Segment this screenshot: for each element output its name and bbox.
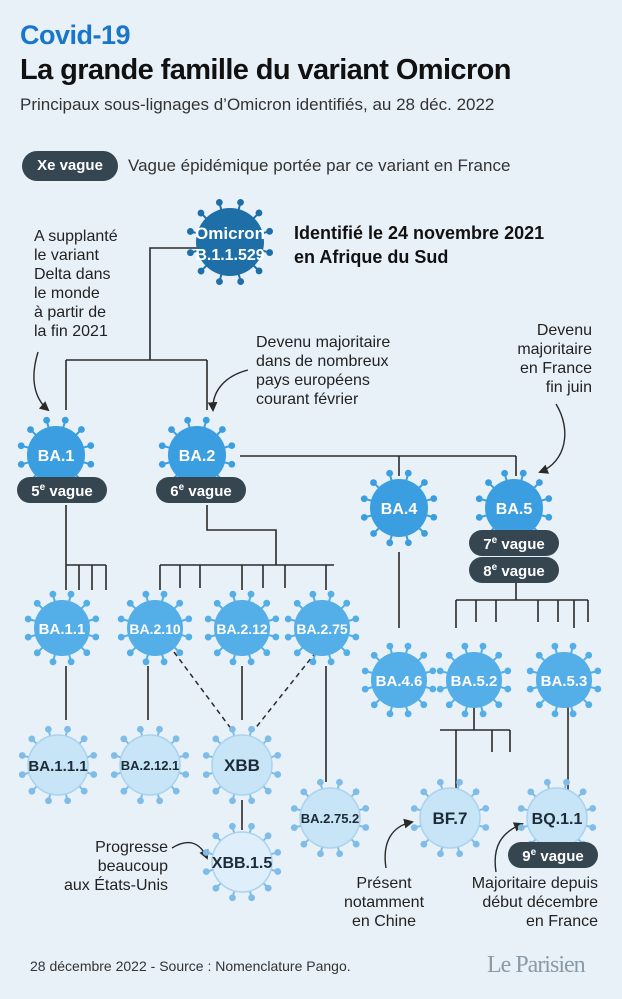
virus-spike-tip [176,649,183,656]
note-line: le variant [34,247,99,264]
virus-spike-tip [405,710,412,717]
virus-spike-tip [214,600,221,607]
virus-spike-tip [328,591,335,598]
note-line: début décembre [482,894,598,911]
virus-spike-tip [386,539,393,546]
virus-spike-tip [111,752,118,759]
virus-spike-tip [216,199,223,206]
virus-spike-tip [173,735,180,742]
virus-spike-tip [421,530,428,537]
virus-spike-tip [212,832,219,839]
virus-spike-tip [229,797,236,804]
variant-ba2752-label: BA.2.75.2 [300,811,360,826]
variant-xbb15-label: XBB.1.5 [211,855,273,872]
virus-spike-tip [300,841,307,848]
virus-spike-tip [420,788,427,795]
virus-spike-tip [552,710,559,717]
virus-spike-tip [309,591,316,598]
virus-spike-tip [212,885,219,892]
virus-spike-tip [473,841,480,848]
virus-spike-tip [45,797,52,804]
virus-spike-tip [544,779,551,786]
wave-pill-5-label: 5e vague [31,482,93,500]
virus-spike-tip [504,686,511,693]
virus-spike-tip [237,199,244,206]
virus-spike-tip [343,649,350,656]
virus-spike-tip [203,752,210,759]
note-line: Devenu majoritaire [256,334,391,351]
virus-spike-tip [127,600,134,607]
virus-spike-tip [589,824,596,831]
virus-spike-tip [482,805,489,812]
virus-spike-tip [361,495,368,502]
virus-spike-tip [229,823,236,830]
variant-ba46-label: BA.4.6 [375,673,423,690]
virus-spike-tip [437,668,444,675]
virus-spike-tip [520,470,527,477]
virus-spike-tip [27,426,34,433]
virus-spike-tip [143,658,150,665]
virus-spike-tip [90,771,97,778]
virus-spike-tip [387,710,394,717]
virus-spike-tip [386,470,393,477]
variant-omicron-code: B.1.1.529 [195,247,265,264]
virus-spike-tip [370,530,377,537]
virus-spike-tip [64,797,71,804]
note-line: dans de nombreux [256,353,389,370]
le-parisien-logo: Le Parisien [487,952,585,978]
virus-spike-tip [274,752,281,759]
virus-spike-tip [229,591,236,598]
wave-pill-9-label: 9e vague [522,847,584,865]
virus-spike-tip [18,442,25,449]
arrow-delta [34,352,48,410]
virus-spike-tip [536,701,543,708]
virus-spike-tip [248,894,255,901]
virus-spike-tip [476,495,483,502]
virus-spike-tip [156,797,163,804]
variant-ba2-label: BA.2 [178,448,216,465]
variant-ba52-label: BA.5.2 [450,673,498,690]
virus-spike-tip [285,616,292,623]
virus-spike-tip [156,726,163,733]
virus-spike-tip [570,643,577,650]
virus-spike-tip [461,643,468,650]
note-line: pays européens [256,372,370,389]
variant-ba2121-label: BA.2.12.1 [120,758,180,773]
variant-bq11-label: BQ.1.1 [531,811,583,828]
virus-spike-tip [328,658,335,665]
virus-spike-tip [137,797,144,804]
wave-pill-5 [17,477,107,503]
virus-spike-tip [83,649,90,656]
virus-spike-tip [563,779,570,786]
virus-spike-tip [371,701,378,708]
variant-ba111 [19,726,97,804]
variant-ba53-label: BA.5.3 [540,673,588,690]
variant-bf7 [411,779,489,857]
virus-spike-tip [168,426,175,433]
virus-spike-tip [182,752,189,759]
variant-ba275 [285,591,359,665]
virus-spike-tip [92,615,99,622]
virus-spike-tip [205,634,212,641]
virus-spike-tip [446,701,453,708]
virus-spike-tip [495,652,502,659]
note-line: en Chine [351,913,417,930]
virus-spike-tip [482,824,489,831]
virus-spike-tip [45,726,52,733]
virus-spike-tip [198,210,205,217]
virus-spike-tip [476,514,483,521]
variant-ba212-label: BA.2.12 [216,621,268,637]
arrow-ba5 [540,404,565,472]
variant-xbb-label: XBB [224,756,260,775]
virus-spike-tip [518,805,525,812]
virus-spike-tip [248,726,255,733]
virus-spike-tip [310,658,317,665]
virus-spike-tip [294,600,301,607]
virus-spike-tip [159,461,166,468]
note-line: fin juin [545,379,592,396]
virus-spike-tip [81,788,88,795]
virus-spike-tip [352,634,359,641]
virus-spike-tip [285,634,292,641]
variant-omicron-label: Omicron [195,224,265,243]
virus-spike-tip [229,726,236,733]
virus-spike-tip [336,779,343,786]
note-line: notamment [343,894,425,911]
virus-spike-tip [256,210,263,217]
virus-spike-tip [362,668,369,675]
virus-spike-tip [83,600,90,607]
virus-spike-tip [182,771,189,778]
virus-spike-tip [585,701,592,708]
variant-ba46 [362,643,436,717]
virus-spike-tip [456,850,463,857]
virus-spike-tip [501,470,508,477]
arrow-xbb15 [172,843,207,858]
wave-pill-6 [156,477,246,503]
variant-ba5-label: BA.5 [495,501,533,518]
variant-bf7-label: BF.7 [432,809,468,828]
virus-spike-tip [185,634,192,641]
virus-spike-tip [161,591,168,598]
virus-spike-tip [68,658,75,665]
note-line: en France [519,360,592,377]
virus-spike-tip [420,652,427,659]
virus-spike-tip [228,442,235,449]
virus-spike-tip [386,643,393,650]
virus-spike-tip [64,726,71,733]
variant-ba53 [527,643,601,717]
virus-spike-tip [120,788,127,795]
wave-pill-8-label: 8e vague [483,562,545,580]
note-line: majoritaire [517,341,592,358]
origin-line-1: Identifié le 24 novembre 2021 [294,223,545,243]
virus-spike-tip [527,686,534,693]
virus-spike-tip [228,461,235,468]
virus-spike-tip [187,228,194,235]
variant-ba11-label: BA.1.1 [38,621,86,638]
virus-spike-tip [19,771,26,778]
virus-spike-tip [120,735,127,742]
virus-spike-tip [594,686,601,693]
virus-spike-tip [142,591,149,598]
wave-pill-8 [469,557,559,583]
virus-spike-tip [518,824,525,831]
virus-spike-tip [585,652,592,659]
virus-spike-tip [430,514,437,521]
virus-spike-tip [159,442,166,449]
virus-spike-tip [291,824,298,831]
variant-ba4-label: BA.4 [380,501,418,518]
virus-spike-tip [480,710,487,717]
variant-ba111-label: BA.1.1.1 [28,758,88,775]
note-line: Majoritaire depuis [471,875,598,892]
virus-spike-tip [173,788,180,795]
virus-spike-tip [81,735,88,742]
arrow-ba2 [213,370,248,410]
virus-spike-tip [248,591,255,598]
virus-spike-tip [272,634,279,641]
virus-spike-tip [219,426,226,433]
note-line: en France [525,913,598,930]
source-footer: 28 décembre 2022 - Source : Nomenclature Pango. [30,958,351,974]
virus-spike-tip [336,850,343,857]
virus-spike-tip [437,686,444,693]
virus-spike-tip [265,788,272,795]
note-line: à partir de [34,304,107,321]
virus-spike-tip [161,658,168,665]
page-title: La grande famille du variant Omicron [20,54,511,86]
virus-spike-tip [430,495,437,502]
virus-spike-tip [362,686,369,693]
virus-spike-tip [300,788,307,795]
subtitle: Principaux sous-lignages d’Omicron identifiés, au 28 déc. 2022 [20,95,495,114]
virus-spike-tip [34,600,41,607]
note-line: le monde [34,285,100,302]
virus-spike-tip [456,779,463,786]
note-line: A supplanté [34,228,118,245]
virus-spike-tip [594,667,601,674]
variant-xbb15 [203,823,281,901]
variant-ba1-label: BA.1 [37,448,75,465]
virus-spike-tip [353,788,360,795]
note-line: courant février [256,391,359,408]
virus-spike-tip [545,514,552,521]
variant-ba4 [361,470,437,546]
virus-spike-tip [421,479,428,486]
virus-spike-tip [229,894,236,901]
variant-ba210 [118,591,192,665]
virus-spike-tip [274,771,281,778]
virus-spike-tip [317,850,324,857]
virus-spike-tip [184,417,191,424]
virus-spike-tip [420,841,427,848]
virus-spike-tip [43,417,50,424]
virus-spike-tip [248,797,255,804]
virus-spike-tip [176,600,183,607]
virus-spike-tip [214,649,221,656]
virus-spike-tip [68,591,75,598]
variant-ba2121 [111,726,189,804]
virus-spike-tip [87,461,94,468]
virus-spike-tip [536,479,543,486]
virus-spike-tip [370,479,377,486]
virus-spike-tip [25,634,32,641]
virus-spike-tip [205,616,212,623]
variant-ba275-label: BA.2.75 [296,621,348,637]
wave-pill-7 [469,530,559,556]
note-line: aux États-Unis [63,877,168,894]
virus-spike-tip [265,885,272,892]
virus-spike-tip [266,228,273,235]
virus-spike-tip [62,417,69,424]
virus-spike-tip [118,616,125,623]
virus-spike-tip [203,849,210,856]
virus-spike-tip [92,634,99,641]
virus-spike-tip [50,658,57,665]
virus-spike-tip [411,824,418,831]
variant-xbb [203,726,281,804]
wave-pill-6-label: 6e vague [170,482,232,500]
note-line: Devenu [536,322,592,339]
virus-spike-tip [111,771,118,778]
virus-spike-tip [294,649,301,656]
arrow-bf7 [385,822,412,868]
virus-spike-tip [473,788,480,795]
variant-ba212 [205,591,279,665]
legend-wave-pill-label: Xe vague [37,157,103,174]
virus-spike-tip [272,615,279,622]
virus-spike-tip [362,824,369,831]
virus-spike-tip [405,539,412,546]
virus-spike-tip [536,652,543,659]
virus-spike-tip [137,726,144,733]
virus-spike-tip [212,735,219,742]
xbb-recombination-lines [174,652,316,730]
virus-spike-tip [570,710,577,717]
virus-spike-tip [265,735,272,742]
virus-spike-tip [411,805,418,812]
virus-spike-tip [87,442,94,449]
virus-spike-tip [185,615,192,622]
virus-spike-tip [437,850,444,857]
legend-text: Vague épidémique portée par ce variant en France [128,156,511,175]
virus-spike-tip [203,771,210,778]
virus-spike-tip [248,823,255,830]
virus-spike-tip [216,278,223,285]
virus-spike-tip [118,634,125,641]
variant-ba52 [437,643,511,717]
virus-spike-tip [274,868,281,875]
virus-spike-tip [25,616,32,623]
virus-spike-tip [353,841,360,848]
virus-spike-tip [18,461,25,468]
virus-spike-tip [248,658,255,665]
variant-ba210-label: BA.2.10 [129,621,181,637]
note-line: Progresse [95,839,168,856]
virus-spike-tip [580,788,587,795]
virus-spike-tip [265,832,272,839]
virus-spike-tip [34,649,41,656]
virus-spike-tip [212,788,219,795]
virus-spike-tip [485,479,492,486]
virus-spike-tip [230,658,237,665]
virus-spike-tip [274,849,281,856]
virus-spike-tip [371,652,378,659]
virus-spike-tip [90,752,97,759]
virus-spike-tip [352,615,359,622]
virus-spike-tip [480,643,487,650]
note-line: Delta dans [34,266,111,283]
variant-omicron [187,199,273,285]
virus-spike-tip [405,643,412,650]
virus-spike-tip [266,249,273,256]
virus-spike-tip [462,710,469,717]
virus-spike-tip [429,686,436,693]
note-line: la fin 2021 [34,323,108,340]
virus-spike-tip [256,268,263,275]
virus-spike-tip [405,470,412,477]
virus-spike-tip [263,600,270,607]
virus-spike-tip [420,701,427,708]
virus-spike-tip [203,868,210,875]
virus-spike-tip [545,495,552,502]
virus-spike-tip [19,752,26,759]
virus-spike-tip [429,667,436,674]
virus-spike-tip [263,649,270,656]
origin-line-2: en Afrique du Sud [294,247,449,267]
virus-spike-tip [203,417,210,424]
virus-spike-tip [317,779,324,786]
virus-spike-tip [343,600,350,607]
virus-spike-tip [361,514,368,521]
virus-spike-tip [446,652,453,659]
virus-spike-tip [291,805,298,812]
virus-spike-tip [198,268,205,275]
virus-spike-tip [589,805,596,812]
virus-spike-tip [237,278,244,285]
note-line: beaucoup [97,858,168,875]
variant-ba11 [25,591,99,665]
virus-spike-tip [527,668,534,675]
virus-spike-tip [437,779,444,786]
variant-ba2752 [291,779,369,857]
virus-spike-tip [495,701,502,708]
wave-pill-9 [508,842,598,868]
virus-spike-tip [28,788,35,795]
virus-spike-tip [551,643,558,650]
virus-spike-tip [49,591,56,598]
virus-spike-tip [362,805,369,812]
virus-spike-tip [504,667,511,674]
virus-spike-tip [187,249,194,256]
virus-spike-tip [28,735,35,742]
note-line: Présent [356,875,412,892]
virus-spike-tip [127,649,134,656]
virus-spike-tip [527,788,534,795]
virus-spike-tip [78,426,85,433]
kicker: Covid-19 [20,20,131,50]
wave-pill-7-label: 7e vague [483,535,545,553]
